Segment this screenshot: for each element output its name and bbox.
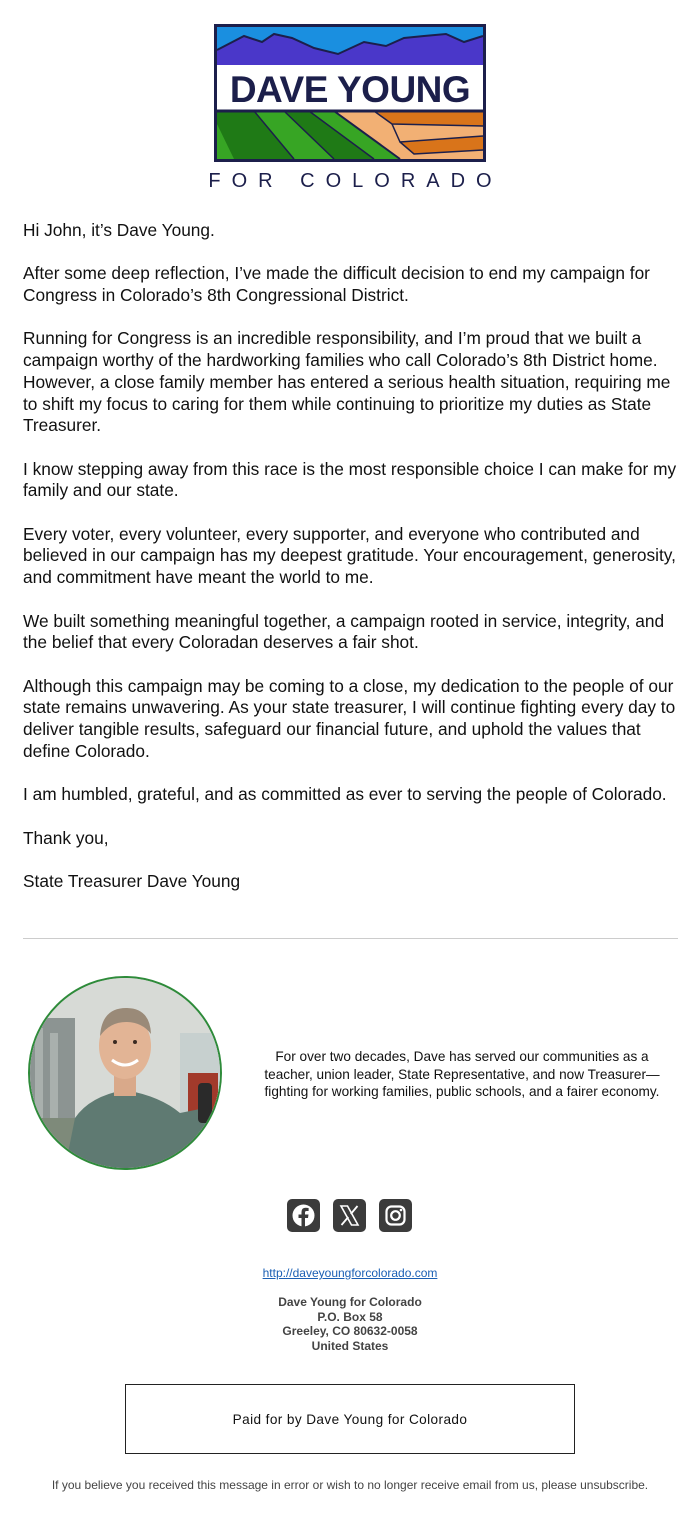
signature: State Treasurer Dave Young <box>23 870 241 891</box>
address-country: United States <box>311 1338 389 1353</box>
section-divider <box>23 938 678 939</box>
address-line: Greeley, CO 80632-0058 <box>282 1324 418 1338</box>
campaign-logo <box>0 24 700 190</box>
facebook-icon[interactable] <box>287 1199 320 1232</box>
letter-paragraph: After some deep reflection, I’ve made the difficult decision to end my campaign for Congress in Colorado’s 8th Congressional District. <box>23 263 650 306</box>
candidate-bio: For over two decades, Dave has served our communities as a teacher, union leader, State Representative, and now Treasurer—fighting for working families, public schools, and a fairer economy. <box>264 1049 660 1099</box>
logo-tagline: FOR COLORADO <box>208 170 503 192</box>
letter-paragraph: Although this campaign may be coming to a close, my dedication to the people of our state remains unwavering. As your state treasurer, I will continue fighting every day to deliver tangible results, safeguard our financial future, and uphold the values that define Colorado. <box>23 675 676 761</box>
letter-paragraph: Every voter, every volunteer, every supporter, and everyone who contributed and believed in our campaign has my deepest gratitude. Your encouragement, generosity, and commitment have meant the world to me. <box>23 523 676 588</box>
letter-paragraph: We built something meaningful together, a campaign rooted in service, integrity, and the belief that every Coloradan deserves a fair shot. <box>23 610 665 653</box>
logo-name: DAVE YOUNG <box>229 69 471 110</box>
letter-paragraph: Running for Congress is an incredible responsibility, and I’m proud that we built a campaign worthy of the hardworking families who call Colorado’s 8th District home. However, a close family member has entered a serious health situation, requiring me to shift my focus to caring for them while continuing to prioritize my duties as State Treasurer. <box>23 328 671 436</box>
sign-off: Thank you, <box>23 827 109 848</box>
mailing-address <box>0 1295 700 1353</box>
letter-body <box>23 220 683 914</box>
paid-for-text: Paid for by Dave Young for Colorado <box>232 1411 468 1427</box>
letter-paragraph: I know stepping away from this race is the most responsible choice I can make for my family and our state. <box>23 458 677 501</box>
address-line: P.O. Box 58 <box>317 1309 383 1324</box>
candidate-photo-illustration <box>30 978 220 1168</box>
greeting: Hi John, it’s Dave Young. <box>23 220 215 240</box>
instagram-icon[interactable] <box>379 1199 412 1232</box>
address-org: Dave Young for Colorado <box>278 1295 422 1309</box>
social-links <box>287 1199 413 1232</box>
letter-paragraph: I am humbled, grateful, and as committed as ever to serving the people of Colorado. <box>23 784 667 805</box>
unsubscribe-note[interactable]: If you believe you received this message in error or wish to no longer receive email from us, please unsubscribe. <box>51 1478 649 1492</box>
website-link[interactable]: http://daveyoungforcolorado.com <box>262 1266 438 1280</box>
paid-for-disclaimer <box>125 1384 575 1454</box>
candidate-photo <box>28 976 222 1170</box>
x-twitter-icon[interactable] <box>333 1199 366 1232</box>
logo-graphic <box>214 24 486 162</box>
